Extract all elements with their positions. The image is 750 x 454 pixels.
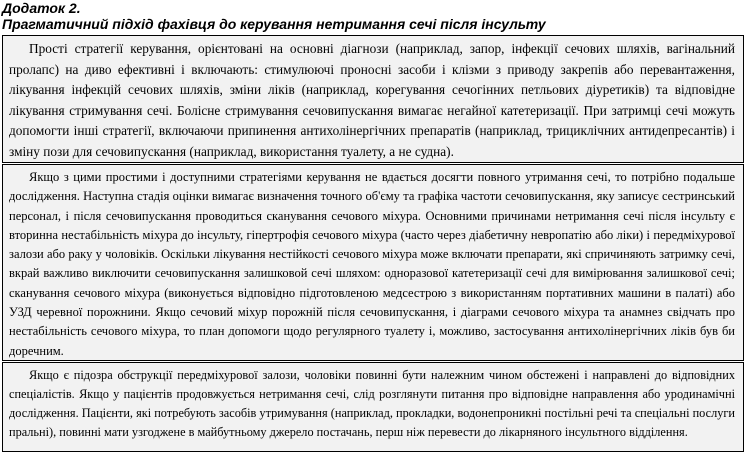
appendix-label: Додаток 2. bbox=[2, 0, 81, 16]
text-box-1 bbox=[2, 35, 744, 163]
paragraph-3: Якщо є підозра обструкції передміхурової залози, чоловіки повинні бути належним чином обстежені і направлені до відповідних спеціалістів. Якщо у пацієнтів продовжується нетримання сечі, слід розглянути питання про відповідне направлення або уродинамічні дослідження. Пацієнти, які потребують засобів утримування (наприклад, прокладки, водонепроникні постільні речі та спеціальні послуги пральні), повинні мати узгоджене в майбутньому джерело постачань, перш ніж перевести до лікарняного інсультного відділення. bbox=[9, 368, 735, 439]
text-box-3 bbox=[2, 362, 744, 452]
text-box-2 bbox=[2, 164, 744, 361]
paragraph-1: Прості стратегії керування, орієнтовані на основні діагнози (наприклад, запор, інфекції сечових шляхів, вагінальний пролапс) на диво ефективні і включають: стимулюючі проносні засоби і клізми з приводу закрепів або перевантаження, лікування інфекцій сечових шляхів, зміни ліків (наприклад, корегування сечогінних петльових діуретиків) та відповідне лікування стримування сечі. Болісне стримування сечовипускання вимагає негайної катетеризації. При затримці сечі можуть допомогти інші стратегії, включаючи припинення антихолінергічних препаратів (наприклад, трициклічних антидепресантів) і зміну пози для сечовипускання (наприклад, використання туалету, а не судна). bbox=[9, 41, 735, 159]
paragraph-2: Якщо з цими простими і доступними стратегіями керування не вдається досягти повного утримання сечі, то потрібно подальше дослідження. Наступна стадія оцінки вимагає визначення точного об'єму та графіка частоти сечовипускання, яку записує сестринський персонал, і після сечовипускання проводиться сканування сечового міхура. Основними причинами нетримання сечі після інсульту є вторинна нестабільність міхура до інсульту, гіпертрофія сечового міхура (часто через діабетичну невропатію або ліки) і передміхурової залози або раку у чоловіків. Оскільки лікування нестійкості сечового міхура може включати препарати, які спричиняють затримку сечі, вкрай важливо виключити сечовипускання залишковой сечі шляхом: одноразової катетеризації сечі для вимірювання залишкової сечі; сканування сечового міхура (виконується відповідно підготовленою медсестрою з використанням портативних машини в палаті) або УЗД черевної порожнини. Якщо сечовий міхур порожній після сечовипускання, і діаграми сечового міхура та анамнез свідчать про нестабільність сечового міхура, то план допомоги щодо регулярного туалету і, можливо, застосування антихолінергічних ліків був би доречним. bbox=[9, 170, 735, 358]
appendix-title: Прагматичний підхід фахівця до керування нетримання сечі після інсульту bbox=[2, 16, 546, 32]
